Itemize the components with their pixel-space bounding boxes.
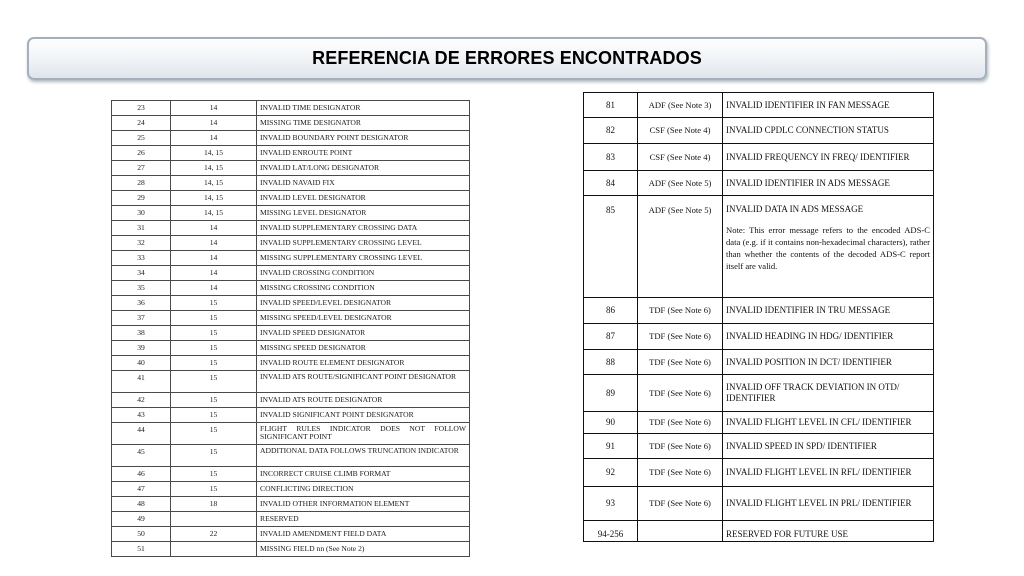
- error-number: 33: [112, 251, 171, 266]
- error-description: INVALID OFF TRACK DEVIATION IN OTD/ IDENTIFIER: [726, 382, 900, 403]
- field-number: 15: [171, 341, 257, 356]
- error-number: 87: [584, 324, 638, 350]
- error-description: INVALID FLIGHT LEVEL IN CFL/ IDENTIFIER: [726, 417, 912, 427]
- error-description-cell: [723, 350, 934, 375]
- message-type: ADF (See Note 3): [638, 93, 723, 118]
- error-description: INVALID IDENTIFIER IN FAN MESSAGE: [726, 99, 890, 110]
- error-description-cell: [723, 118, 934, 144]
- error-number: 30: [112, 206, 171, 221]
- error-description: INVALID ENROUTE POINT: [257, 146, 470, 161]
- error-number: 24: [112, 116, 171, 131]
- table-row: [112, 512, 470, 527]
- error-description: INVALID CPDLC CONNECTION STATUS: [726, 125, 889, 135]
- table-row: [584, 459, 934, 487]
- field-number: 14, 15: [171, 206, 257, 221]
- right-error-table: [583, 92, 934, 542]
- error-description: INVALID SPEED DESIGNATOR: [257, 326, 470, 341]
- error-description: CONFLICTING DIRECTION: [257, 482, 470, 497]
- error-number: 34: [112, 266, 171, 281]
- error-description: INVALID NAVAID FIX: [257, 176, 470, 191]
- field-number: 14: [171, 101, 257, 116]
- error-number: 50: [112, 527, 171, 542]
- error-number: 45: [112, 445, 171, 467]
- table-row: [584, 196, 934, 298]
- field-number: 15: [171, 296, 257, 311]
- error-number: 26: [112, 146, 171, 161]
- table-row: [584, 412, 934, 434]
- error-description-cell: [723, 459, 934, 487]
- error-number: 35: [112, 281, 171, 296]
- error-description: RESERVED FOR FUTURE USE: [726, 529, 849, 539]
- field-number: 14, 15: [171, 176, 257, 191]
- message-type: TDF (See Note 6): [638, 350, 723, 375]
- table-row: [112, 281, 470, 296]
- page-title: REFERENCIA DE ERRORES ENCONTRADOS: [312, 48, 702, 68]
- field-number: 14: [171, 266, 257, 281]
- error-description: INVALID ROUTE ELEMENT DESIGNATOR: [257, 356, 470, 371]
- message-type: TDF (See Note 6): [638, 459, 723, 487]
- left-error-table-body: [112, 101, 470, 557]
- table-row: [112, 161, 470, 176]
- field-number: 15: [171, 356, 257, 371]
- message-type: ADF (See Note 5): [638, 171, 723, 196]
- field-number: [171, 542, 257, 557]
- field-number: 15: [171, 423, 257, 445]
- message-type: TDF (See Note 6): [638, 324, 723, 350]
- right-error-table-body: [584, 93, 934, 542]
- error-number: 25: [112, 131, 171, 146]
- table-row: [584, 298, 934, 324]
- message-type: CSF (See Note 4): [638, 118, 723, 144]
- error-number: 47: [112, 482, 171, 497]
- table-row: [112, 206, 470, 221]
- table-row: [112, 266, 470, 281]
- error-description: INVALID SPEED/LEVEL DESIGNATOR: [257, 296, 470, 311]
- error-description: INVALID ATS ROUTE/SIGNIFICANT POINT DESIGNATOR: [257, 371, 470, 393]
- error-description: MISSING CROSSING CONDITION: [257, 281, 470, 296]
- error-description: INVALID IDENTIFIER IN TRU MESSAGE: [726, 305, 891, 315]
- left-error-table: [111, 100, 470, 557]
- error-number: 86: [584, 298, 638, 324]
- table-row: [584, 118, 934, 144]
- error-description-cell: [723, 487, 934, 521]
- error-description: INVALID BOUNDARY POINT DESIGNATOR: [257, 131, 470, 146]
- error-description-cell: [723, 412, 934, 434]
- field-number: 15: [171, 371, 257, 393]
- field-number: 15: [171, 467, 257, 482]
- error-number: 37: [112, 311, 171, 326]
- error-description-cell: [723, 521, 934, 542]
- table-row: [584, 93, 934, 118]
- table-row: [112, 423, 470, 445]
- error-description-cell: [723, 434, 934, 459]
- error-number: 46: [112, 467, 171, 482]
- table-row: [112, 296, 470, 311]
- field-number: 22: [171, 527, 257, 542]
- table-row: [112, 251, 470, 266]
- error-description: MISSING LEVEL DESIGNATOR: [257, 206, 470, 221]
- message-type: [638, 521, 723, 542]
- field-number: [171, 512, 257, 527]
- table-row: [112, 131, 470, 146]
- error-description: INVALID DATA IN ADS MESSAGE: [726, 204, 864, 214]
- table-row: [112, 527, 470, 542]
- field-number: 14: [171, 131, 257, 146]
- error-number: 27: [112, 161, 171, 176]
- error-description: INVALID SPEED IN SPD/ IDENTIFIER: [726, 440, 877, 451]
- table-row: [112, 101, 470, 116]
- error-description: INVALID FLIGHT LEVEL IN RFL/ IDENTIFIER: [726, 467, 912, 477]
- error-number: 31: [112, 221, 171, 236]
- error-description: INVALID FLIGHT LEVEL IN PRL/ IDENTIFIER: [726, 498, 912, 508]
- field-number: 14, 15: [171, 161, 257, 176]
- table-row: [112, 482, 470, 497]
- error-description: FLIGHT RULES INDICATOR DOES NOT FOLLOW SIGNIFICANT POINT: [257, 423, 470, 445]
- error-number: 84: [584, 171, 638, 196]
- table-row: [112, 191, 470, 206]
- table-row: [112, 408, 470, 423]
- error-description: MISSING SPEED DESIGNATOR: [257, 341, 470, 356]
- error-description: MISSING SUPPLEMENTARY CROSSING LEVEL: [257, 251, 470, 266]
- message-type: TDF (See Note 6): [638, 375, 723, 412]
- error-number: 38: [112, 326, 171, 341]
- error-number: 82: [584, 118, 638, 144]
- field-number: 14: [171, 251, 257, 266]
- field-number: 15: [171, 326, 257, 341]
- field-number: 14, 15: [171, 146, 257, 161]
- field-number: 14: [171, 116, 257, 131]
- error-number: 89: [584, 375, 638, 412]
- table-row: [112, 311, 470, 326]
- table-row: [584, 324, 934, 350]
- error-description: INVALID SUPPLEMENTARY CROSSING LEVEL: [257, 236, 470, 251]
- error-number: 93: [584, 487, 638, 521]
- table-row: [584, 144, 934, 171]
- table-row: [112, 393, 470, 408]
- table-row: [584, 521, 934, 542]
- table-row: [112, 221, 470, 236]
- error-description: INVALID AMENDMENT FIELD DATA: [257, 527, 470, 542]
- error-number: 91: [584, 434, 638, 459]
- field-number: 15: [171, 393, 257, 408]
- error-description-cell: [723, 171, 934, 196]
- table-row: [112, 176, 470, 191]
- error-description: INVALID OTHER INFORMATION ELEMENT: [257, 497, 470, 512]
- error-description: RESERVED: [257, 512, 470, 527]
- error-note: Note: This error message refers to the encoded ADS-C data (e.g. if it contains non-hexadecimal characters), rather than whether the contents of the decoded ADS-C report itself are valid.: [726, 225, 930, 271]
- error-description: INVALID TIME DESIGNATOR: [257, 101, 470, 116]
- field-number: 18: [171, 497, 257, 512]
- table-row: [112, 116, 470, 131]
- table-row: [112, 445, 470, 467]
- error-description-cell: [723, 375, 934, 412]
- message-type: CSF (See Note 4): [638, 144, 723, 171]
- error-number: 94-256: [584, 521, 638, 542]
- error-number: 51: [112, 542, 171, 557]
- table-row: [112, 356, 470, 371]
- error-number: 90: [584, 412, 638, 434]
- message-type: TDF (See Note 6): [638, 298, 723, 324]
- table-row: [584, 375, 934, 412]
- table-row: [112, 497, 470, 512]
- message-type: TDF (See Note 6): [638, 412, 723, 434]
- error-number: 39: [112, 341, 171, 356]
- title-banner: [27, 37, 987, 80]
- error-number: 29: [112, 191, 171, 206]
- error-description: INVALID ATS ROUTE DESIGNATOR: [257, 393, 470, 408]
- error-description-cell: [723, 324, 934, 350]
- field-number: 14, 15: [171, 191, 257, 206]
- error-number: 32: [112, 236, 171, 251]
- table-row: [584, 434, 934, 459]
- error-description: INVALID LAT/LONG DESIGNATOR: [257, 161, 470, 176]
- table-row: [112, 371, 470, 393]
- message-type: TDF (See Note 6): [638, 487, 723, 521]
- error-number: 23: [112, 101, 171, 116]
- table-row: [584, 171, 934, 196]
- field-number: 15: [171, 311, 257, 326]
- error-number: 49: [112, 512, 171, 527]
- table-row: [584, 350, 934, 375]
- error-description: INVALID HEADING IN HDG/ IDENTIFIER: [726, 331, 894, 341]
- field-number: 15: [171, 408, 257, 423]
- error-number: 88: [584, 350, 638, 375]
- error-description: ADDITIONAL DATA FOLLOWS TRUNCATION INDICATOR: [257, 445, 470, 467]
- error-description: INVALID SIGNIFICANT POINT DESIGNATOR: [257, 408, 470, 423]
- error-number: 36: [112, 296, 171, 311]
- error-number: 41: [112, 371, 171, 393]
- error-description: INVALID CROSSING CONDITION: [257, 266, 470, 281]
- message-type: TDF (See Note 6): [638, 434, 723, 459]
- error-description: INVALID POSITION IN DCT/ IDENTIFIER: [726, 356, 892, 367]
- table-row: [584, 487, 934, 521]
- error-description: INVALID SUPPLEMENTARY CROSSING DATA: [257, 221, 470, 236]
- error-description-cell: [723, 298, 934, 324]
- error-description: INVALID FREQUENCY IN FREQ/ IDENTIFIER: [726, 151, 910, 162]
- error-number: 83: [584, 144, 638, 171]
- table-row: [112, 236, 470, 251]
- error-number: 48: [112, 497, 171, 512]
- field-number: 14: [171, 236, 257, 251]
- error-description: INVALID IDENTIFIER IN ADS MESSAGE: [726, 177, 890, 188]
- error-number: 42: [112, 393, 171, 408]
- error-description-cell: [723, 93, 934, 118]
- message-type: ADF (See Note 5): [638, 196, 723, 298]
- error-description-cell: [723, 196, 934, 298]
- error-description: MISSING FIELD nn (See Note 2): [257, 542, 470, 557]
- table-row: [112, 542, 470, 557]
- table-row: [112, 467, 470, 482]
- error-number: 44: [112, 423, 171, 445]
- error-description: INCORRECT CRUISE CLIMB FORMAT: [257, 467, 470, 482]
- error-description: MISSING TIME DESIGNATOR: [257, 116, 470, 131]
- error-number: 81: [584, 93, 638, 118]
- error-description: INVALID LEVEL DESIGNATOR: [257, 191, 470, 206]
- error-number: 85: [584, 196, 638, 298]
- field-number: 14: [171, 221, 257, 236]
- error-number: 92: [584, 459, 638, 487]
- error-description: MISSING SPEED/LEVEL DESIGNATOR: [257, 311, 470, 326]
- error-number: 43: [112, 408, 171, 423]
- field-number: 15: [171, 445, 257, 467]
- table-row: [112, 326, 470, 341]
- table-row: [112, 341, 470, 356]
- error-number: 28: [112, 176, 171, 191]
- field-number: 14: [171, 281, 257, 296]
- error-description-cell: [723, 144, 934, 171]
- table-row: [112, 146, 470, 161]
- error-number: 40: [112, 356, 171, 371]
- field-number: 15: [171, 482, 257, 497]
